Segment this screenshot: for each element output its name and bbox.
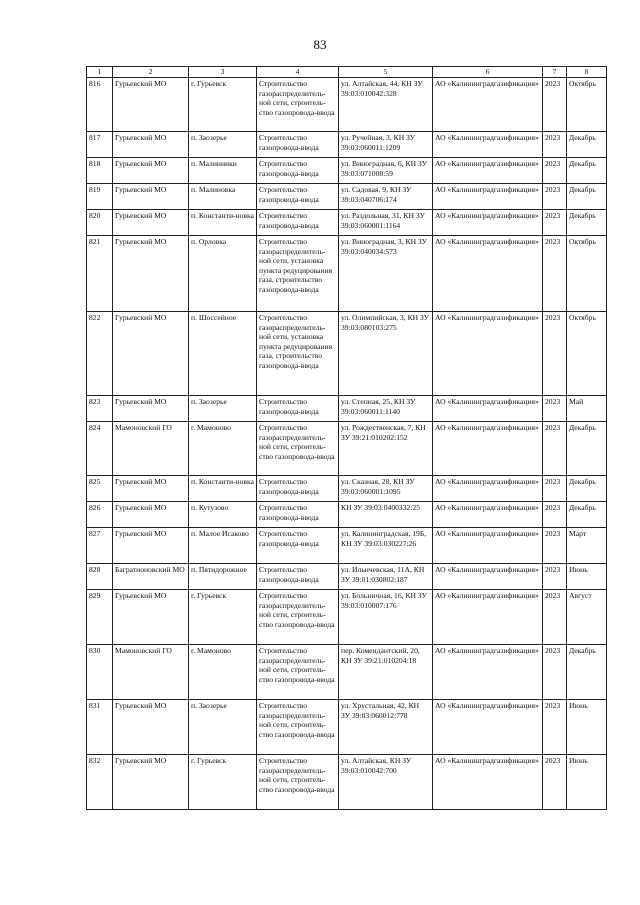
month-cell: Июнь — [567, 700, 607, 755]
row-number: 820 — [87, 210, 113, 236]
address-cell: ул. Садовая, 9, КН ЗУ 39:03:040706:174 — [339, 184, 433, 210]
address-cell: ул. Хрустальная, 42, КН ЗУ 39:03:060012:778 — [339, 700, 433, 755]
organization-cell: АО «Калининградгазификация» — [433, 645, 543, 700]
work-type-cell: Строительство газопровода-ввода — [257, 158, 339, 184]
organization-cell: АО «Калининградгазификация» — [433, 700, 543, 755]
year-cell: 2023 — [543, 396, 567, 422]
organization-cell: АО «Калининградгазификация» — [433, 184, 543, 210]
col-header-4: 4 — [257, 67, 339, 78]
row-number: 827 — [87, 528, 113, 564]
address-cell: ул. Алтайская, 44, КН ЗУ 39:03:010042:328 — [339, 78, 433, 132]
table-row — [87, 528, 607, 564]
month-cell: Июнь — [567, 564, 607, 590]
month-cell: Декабрь — [567, 158, 607, 184]
address-cell: ул. Раздольная, 31, КН ЗУ 39:03:060001:1164 — [339, 210, 433, 236]
table-row — [87, 476, 607, 502]
locality-cell: п. Шоссейное — [189, 312, 257, 396]
address-cell: ул. Рождественская, 7, КН ЗУ 39:21:010202:152 — [339, 422, 433, 476]
col-header-1: 1 — [87, 67, 113, 78]
gas-pipeline-table — [86, 66, 607, 810]
district-cell: Гурьевский МО — [113, 755, 189, 810]
col-header-3: 3 — [189, 67, 257, 78]
month-cell: Октябрь — [567, 78, 607, 132]
organization-cell: АО «Калининградгазификация» — [433, 78, 543, 132]
district-cell: Гурьевский МО — [113, 132, 189, 158]
table-header-row — [87, 67, 607, 78]
locality-cell: г. Гурьевск — [189, 590, 257, 645]
organization-cell: АО «Калининградгазификация» — [433, 564, 543, 590]
col-header-6: 6 — [433, 67, 543, 78]
address-cell: ул. Сказная, 28, КН ЗУ 39:03:060001:1095 — [339, 476, 433, 502]
year-cell: 2023 — [543, 184, 567, 210]
locality-cell: п. Заозерье — [189, 132, 257, 158]
district-cell: Гурьевский МО — [113, 236, 189, 312]
locality-cell: п. Заозерье — [189, 700, 257, 755]
month-cell: Декабрь — [567, 210, 607, 236]
table-row — [87, 590, 607, 645]
month-cell: Июнь — [567, 755, 607, 810]
col-header-5: 5 — [339, 67, 433, 78]
row-number: 830 — [87, 645, 113, 700]
organization-cell: АО «Калининградгазификация» — [433, 396, 543, 422]
district-cell: Гурьевский МО — [113, 590, 189, 645]
row-number: 828 — [87, 564, 113, 590]
locality-cell: п. Кутузово — [189, 502, 257, 528]
work-type-cell: Строительство газораспределитель-ной сети, строитель-ство газопровода-ввода — [257, 590, 339, 645]
locality-cell: г. Мамоново — [189, 645, 257, 700]
year-cell: 2023 — [543, 132, 567, 158]
locality-cell: п. Малое Исаково — [189, 528, 257, 564]
year-cell: 2023 — [543, 422, 567, 476]
address-cell: КН ЗУ 39:03:0400332:25 — [339, 502, 433, 528]
row-number: 825 — [87, 476, 113, 502]
work-type-cell: Строительство газораспределитель-ной сети, строитель-ство газопровода-ввода — [257, 755, 339, 810]
table-row — [87, 396, 607, 422]
address-cell: ул. Виноградная, 6, КН ЗУ 39:03:071008:59 — [339, 158, 433, 184]
month-cell: Декабрь — [567, 645, 607, 700]
organization-cell: АО «Калининградгазификация» — [433, 132, 543, 158]
month-cell: Октябрь — [567, 312, 607, 396]
organization-cell: АО «Калининградгазификация» — [433, 476, 543, 502]
locality-cell: г. Гурьевск — [189, 78, 257, 132]
table-row — [87, 158, 607, 184]
month-cell: Август — [567, 590, 607, 645]
work-type-cell: Строительство газопровода-ввода — [257, 396, 339, 422]
col-header-7: 7 — [543, 67, 567, 78]
work-type-cell: Строительство газопровода-ввода — [257, 564, 339, 590]
table-row — [87, 132, 607, 158]
work-type-cell: Строительство газопровода-ввода — [257, 502, 339, 528]
district-cell: Гурьевский МО — [113, 528, 189, 564]
year-cell: 2023 — [543, 210, 567, 236]
row-number: 817 — [87, 132, 113, 158]
address-cell: ул. Калининградская, 19Б, КН ЗУ 39:03:030227:26 — [339, 528, 433, 564]
work-type-cell: Строительство газораспределитель-ной сети, установка пункта редуцирования газа, строительство газопровода-ввода — [257, 312, 339, 396]
col-header-8: 8 — [567, 67, 607, 78]
locality-cell: п. Константи-новка — [189, 210, 257, 236]
table-row — [87, 184, 607, 210]
work-type-cell: Строительство газопровода-ввода — [257, 132, 339, 158]
organization-cell: АО «Калининградгазификация» — [433, 236, 543, 312]
organization-cell: АО «Калининградгазификация» — [433, 312, 543, 396]
locality-cell: п. Заозерье — [189, 396, 257, 422]
district-cell: Багратионовский МО — [113, 564, 189, 590]
year-cell: 2023 — [543, 78, 567, 132]
district-cell: Гурьевский МО — [113, 700, 189, 755]
month-cell: Декабрь — [567, 476, 607, 502]
year-cell: 2023 — [543, 700, 567, 755]
year-cell: 2023 — [543, 312, 567, 396]
page-number: 83 — [313, 37, 327, 52]
year-cell: 2023 — [543, 564, 567, 590]
month-cell: Октябрь — [567, 236, 607, 312]
row-number: 829 — [87, 590, 113, 645]
year-cell: 2023 — [543, 755, 567, 810]
address-cell: ул. Ручейная, 3, КН ЗУ 39:03:060011:1209 — [339, 132, 433, 158]
table-row — [87, 78, 607, 132]
work-type-cell: Строительство газораспределитель-ной сети, строитель-ство газопровода-ввода — [257, 645, 339, 700]
table-row — [87, 564, 607, 590]
address-cell: пер. Комендантский, 20, КН ЗУ 39:21:010204:18 — [339, 645, 433, 700]
table-row — [87, 236, 607, 312]
locality-cell: п. Малинники — [189, 158, 257, 184]
month-cell: Декабрь — [567, 422, 607, 476]
address-cell: ул. Олимпийская, 3, КН ЗУ 39:03:080103:275 — [339, 312, 433, 396]
district-cell: Гурьевский МО — [113, 210, 189, 236]
address-cell: ул. Алтайская, КН ЗУ 39:03:010042:700 — [339, 755, 433, 810]
month-cell: Декабрь — [567, 132, 607, 158]
locality-cell: п. Константи-новка — [189, 476, 257, 502]
address-cell: ул. Больничная, 16, КН ЗУ 39:03:010007:176 — [339, 590, 433, 645]
organization-cell: АО «Калининградгазификация» — [433, 502, 543, 528]
table-row — [87, 422, 607, 476]
address-cell: ул. Виноградная, 3, КН ЗУ 39:03:040034:573 — [339, 236, 433, 312]
table-row — [87, 645, 607, 700]
table-row — [87, 312, 607, 396]
row-number: 824 — [87, 422, 113, 476]
row-number: 819 — [87, 184, 113, 210]
address-cell: ул. Степная, 25, КН ЗУ 39:03:060011:1140 — [339, 396, 433, 422]
row-number: 826 — [87, 502, 113, 528]
table-body — [87, 78, 607, 810]
row-number: 821 — [87, 236, 113, 312]
month-cell: Декабрь — [567, 184, 607, 210]
work-type-cell: Строительство газораспределитель-ной сети, строитель-ство газопровода-ввода — [257, 422, 339, 476]
year-cell: 2023 — [543, 236, 567, 312]
work-type-cell: Строительство газораспределитель-ной сети, строитель-ство газопровода-ввода — [257, 78, 339, 132]
locality-cell: г. Гурьевск — [189, 755, 257, 810]
table-row — [87, 700, 607, 755]
district-cell: Гурьевский МО — [113, 502, 189, 528]
locality-cell: г. Мамоново — [189, 422, 257, 476]
district-cell: Гурьевский МО — [113, 396, 189, 422]
organization-cell: АО «Калининградгазификация» — [433, 210, 543, 236]
year-cell: 2023 — [543, 590, 567, 645]
year-cell: 2023 — [543, 645, 567, 700]
district-cell: Гурьевский МО — [113, 158, 189, 184]
district-cell: Гурьевский МО — [113, 476, 189, 502]
month-cell: Март — [567, 528, 607, 564]
month-cell: Декабрь — [567, 502, 607, 528]
work-type-cell: Строительство газораспределитель-ной сети, строитель-ство газопровода-ввода — [257, 700, 339, 755]
row-number: 832 — [87, 755, 113, 810]
work-type-cell: Строительство газопровода-ввода — [257, 210, 339, 236]
organization-cell: АО «Калининградгазификация» — [433, 422, 543, 476]
organization-cell: АО «Калининградгазификация» — [433, 158, 543, 184]
district-cell: Мамоновский ГО — [113, 645, 189, 700]
table-row — [87, 210, 607, 236]
table-row — [87, 755, 607, 810]
year-cell: 2023 — [543, 158, 567, 184]
table-row — [87, 502, 607, 528]
row-number: 822 — [87, 312, 113, 396]
district-cell: Мамоновский ГО — [113, 422, 189, 476]
row-number: 818 — [87, 158, 113, 184]
district-cell: Гурьевский МО — [113, 312, 189, 396]
work-type-cell: Строительство газопровода-ввода — [257, 476, 339, 502]
district-cell: Гурьевский МО — [113, 184, 189, 210]
district-cell: Гурьевский МО — [113, 78, 189, 132]
organization-cell: АО «Калининградгазификация» — [433, 755, 543, 810]
locality-cell: п. Орловка — [189, 236, 257, 312]
month-cell: Май — [567, 396, 607, 422]
year-cell: 2023 — [543, 528, 567, 564]
locality-cell: п. Пятидорожное — [189, 564, 257, 590]
row-number: 823 — [87, 396, 113, 422]
work-type-cell: Строительство газораспределитель-ной сети, установка пункта редуцирования газа, строительство газопровода-ввода — [257, 236, 339, 312]
locality-cell: п. Малиновка — [189, 184, 257, 210]
row-number: 816 — [87, 78, 113, 132]
address-cell: ул. Ильичевская, 11А, КН ЗУ 39:01:030802:187 — [339, 564, 433, 590]
year-cell: 2023 — [543, 502, 567, 528]
col-header-2: 2 — [113, 67, 189, 78]
work-type-cell: Строительство газопровода-ввода — [257, 528, 339, 564]
organization-cell: АО «Калининградгазификация» — [433, 590, 543, 645]
work-type-cell: Строительство газопровода-ввода — [257, 184, 339, 210]
organization-cell: АО «Калининградгазификация» — [433, 528, 543, 564]
year-cell: 2023 — [543, 476, 567, 502]
row-number: 831 — [87, 700, 113, 755]
